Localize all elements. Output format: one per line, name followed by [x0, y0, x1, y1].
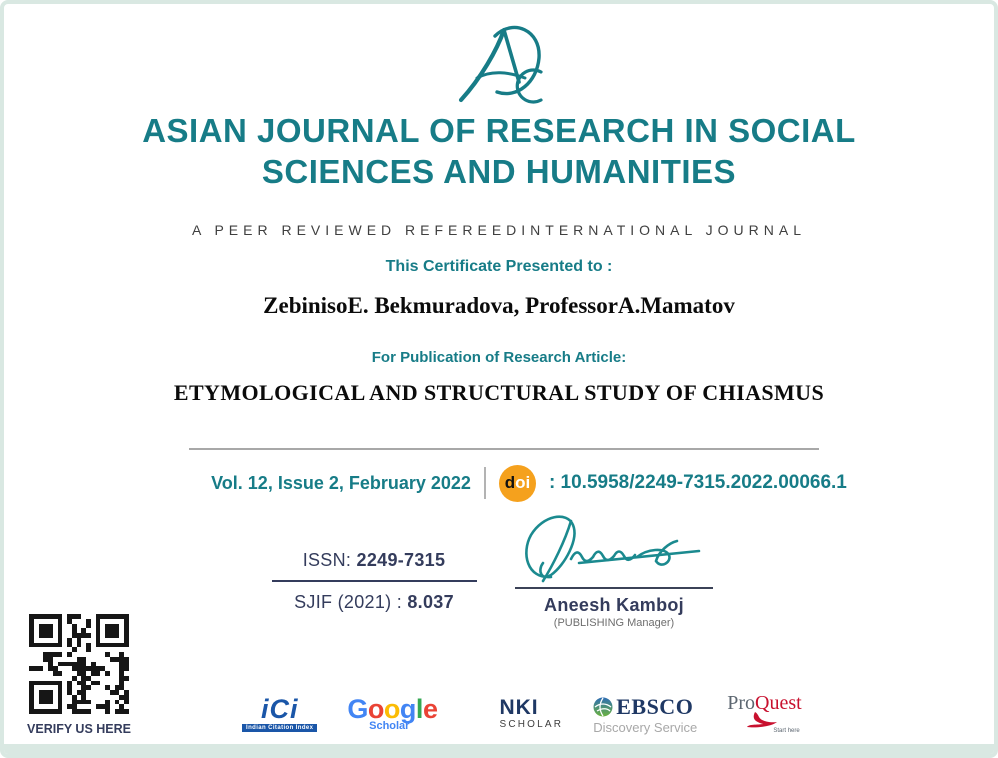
google-letter: o	[367, 694, 384, 724]
signatory-role: (PUBLISHING Manager)	[553, 617, 675, 629]
metrics-divider	[272, 580, 477, 582]
issn-line	[254, 550, 494, 571]
ebsco-wordmark: EBSCO	[616, 693, 694, 719]
sjif-value: 8.037	[407, 592, 454, 612]
doi-icon-oi: oi	[515, 473, 531, 492]
publication-label: For Publication of Research Article:	[371, 349, 627, 366]
ici-wordmark: iCi	[260, 694, 299, 724]
signature-line	[515, 587, 713, 589]
signature-block	[502, 507, 726, 629]
ebsco-top	[593, 694, 693, 720]
google-letter: e	[422, 694, 438, 724]
presented-to-label: This Certificate Presented to :	[385, 258, 613, 275]
issue-doi-row	[34, 463, 998, 503]
cnki-wordmark: NKI	[499, 696, 539, 719]
cnki-crescent-icon	[467, 698, 497, 730]
google-letter: l	[415, 694, 423, 724]
ebsco-globe-icon	[593, 697, 613, 717]
journal-title: ASIAN JOURNAL OF RESEARCH IN SOCIAL SCIENCES AND HUMANITIES	[142, 112, 856, 190]
google-letter: o	[383, 694, 400, 724]
metrics-block	[254, 550, 494, 613]
google-wordmark	[347, 696, 437, 722]
qr-code	[29, 614, 129, 714]
cnki-caption: SCHOLAR	[499, 719, 564, 730]
cnki-scholar-logo	[467, 698, 563, 730]
proquest-swoosh-icon	[727, 712, 797, 728]
qr-caption: VERIFY US HERE	[27, 722, 131, 736]
google-letter: G	[347, 694, 368, 724]
indexing-logos-row	[242, 688, 802, 740]
horizontal-rule	[189, 448, 819, 450]
google-scholar-logo	[347, 696, 437, 732]
recipient-names: ZebinisoE. Bekmuradova, ProfessorA.Mamatov	[263, 293, 735, 318]
vertical-divider	[484, 467, 486, 499]
ici-caption: Indian Citation Index	[242, 724, 317, 732]
ebsco-caption: Discovery Service	[593, 719, 698, 735]
journal-subtitle: A PEER REVIEWED REFEREEDINTERNATIONAL JOURNAL	[192, 222, 806, 238]
cnki-text	[499, 698, 563, 730]
indian-citation-index-logo	[242, 696, 317, 732]
article-title: ETYMOLOGICAL AND STRUCTURAL STUDY OF CHIASMUS	[173, 380, 825, 405]
proquest-quest: Quest	[755, 692, 802, 714]
issn-value: 2249-7315	[356, 550, 446, 570]
proquest-wordmark	[727, 694, 801, 712]
doi-value: : 10.5958/2249-7315.2022.00066.1	[548, 472, 847, 493]
proquest-logo	[727, 694, 801, 734]
journal-logo-icon	[451, 20, 547, 108]
signature-icon	[509, 507, 719, 587]
google-letter: g	[399, 694, 416, 724]
footer-bar	[4, 744, 994, 754]
issn-label: ISSN:	[302, 550, 357, 570]
sjif-label: SJIF (2021) :	[294, 592, 408, 612]
proquest-caption: Start here	[773, 728, 800, 734]
signatory-name: Aneesh Kamboj	[544, 595, 684, 615]
volume-issue-text: Vol. 12, Issue 2, February 2022	[211, 472, 471, 493]
google-scholar-caption: Scholar	[369, 720, 410, 732]
qr-block	[26, 614, 132, 736]
sjif-line	[254, 592, 494, 613]
ebsco-logo	[593, 694, 697, 735]
doi-icon	[499, 465, 536, 502]
doi-icon-d: d	[504, 473, 516, 492]
proquest-pro: Pro	[727, 692, 756, 714]
